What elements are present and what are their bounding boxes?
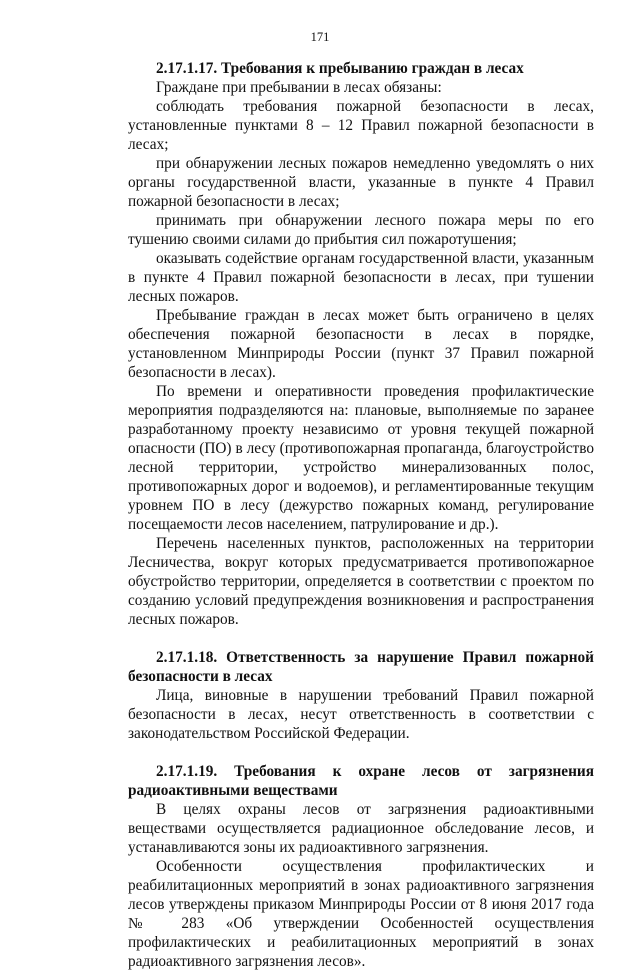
paragraph: Лица, виновные в нарушении требований Правил пожарной безопасности в лесах, несут ответственность в соответствии с законодательством Российской Федерации.	[128, 687, 594, 742]
section-heading: 2.17.1.19. Требования к охране лесов от загрязнения радиоактивными веществами	[128, 763, 594, 799]
paragraph: Особенности осуществления профилактических и реабилитационных мероприятий в зонах радиоактивного загрязнения лесов утверждены приказом Минприроды России от 8 июня 2017 года № 283 «Об утверждении Особенностей осуществления профилактических и реабилитационных мероприятий в зонах радиоактивного загрязнения лесов».	[128, 858, 594, 970]
paragraph: По времени и оперативности проведения профилактические мероприятия подразделяются на: плановые, выполняемые по заранее разработанному проекту независимо от уровня текущей пожарной опасности (ПО) в лесу (противопожарная пропаганда, благоустройство лесной территории, устройство минерализованных полос, противопожарных дорог и водоемов), и регламентированные текущим уровнем ПО в лесу (дежурство пожарных команд, регулирование посещаемости лесов населением, патрулирование и др.).	[128, 383, 594, 533]
page-content	[128, 59, 594, 971]
paragraph: принимать при обнаружении лесного пожара меры по его тушению своими силами до прибытия сил пожаротушения;	[128, 212, 594, 248]
page-number: 171	[310, 30, 330, 44]
section-spacer	[128, 629, 594, 648]
paragraph: В целях охраны лесов от загрязнения радиоактивными веществами осуществляется радиационное обследование лесов, и устанавливаются зоны их радиоактивного загрязнения.	[128, 801, 594, 856]
paragraph: Граждане при пребывании в лесах обязаны:	[156, 79, 442, 96]
paragraph: при обнаружении лесных пожаров немедленно уведомлять о них органы государственной власти, указанные в пункте 4 Правил пожарной безопасности в лесах;	[128, 155, 594, 210]
paragraph: Перечень населенных пунктов, расположенных на территории Лесничества, вокруг которых предусматривается противопожарное обустройство территории, определяется в соответствии с проектом по созданию условий предупреждения возникновения и распространения лесных пожаров.	[128, 535, 594, 628]
paragraph: Пребывание граждан в лесах может быть ограничено в целях обеспечения пожарной безопасности в лесах в порядке, установленном Минприроды России (пункт 37 Правил пожарной безопасности в лесах).	[128, 307, 594, 381]
section-spacer	[128, 743, 594, 762]
section-heading: 2.17.1.17. Требования к пребыванию граждан в лесах	[156, 60, 524, 77]
paragraph: оказывать содействие органам государственной власти, указанным в пункте 4 Правил пожарной безопасности в лесах, при тушении лесных пожаров.	[128, 250, 594, 305]
paragraph: соблюдать требования пожарной безопасности в лесах, установленные пунктами 8 – 12 Правил пожарной безопасности в лесах;	[128, 98, 594, 153]
section-heading: 2.17.1.18. Ответственность за нарушение Правил пожарной безопасности в лесах	[128, 649, 594, 685]
